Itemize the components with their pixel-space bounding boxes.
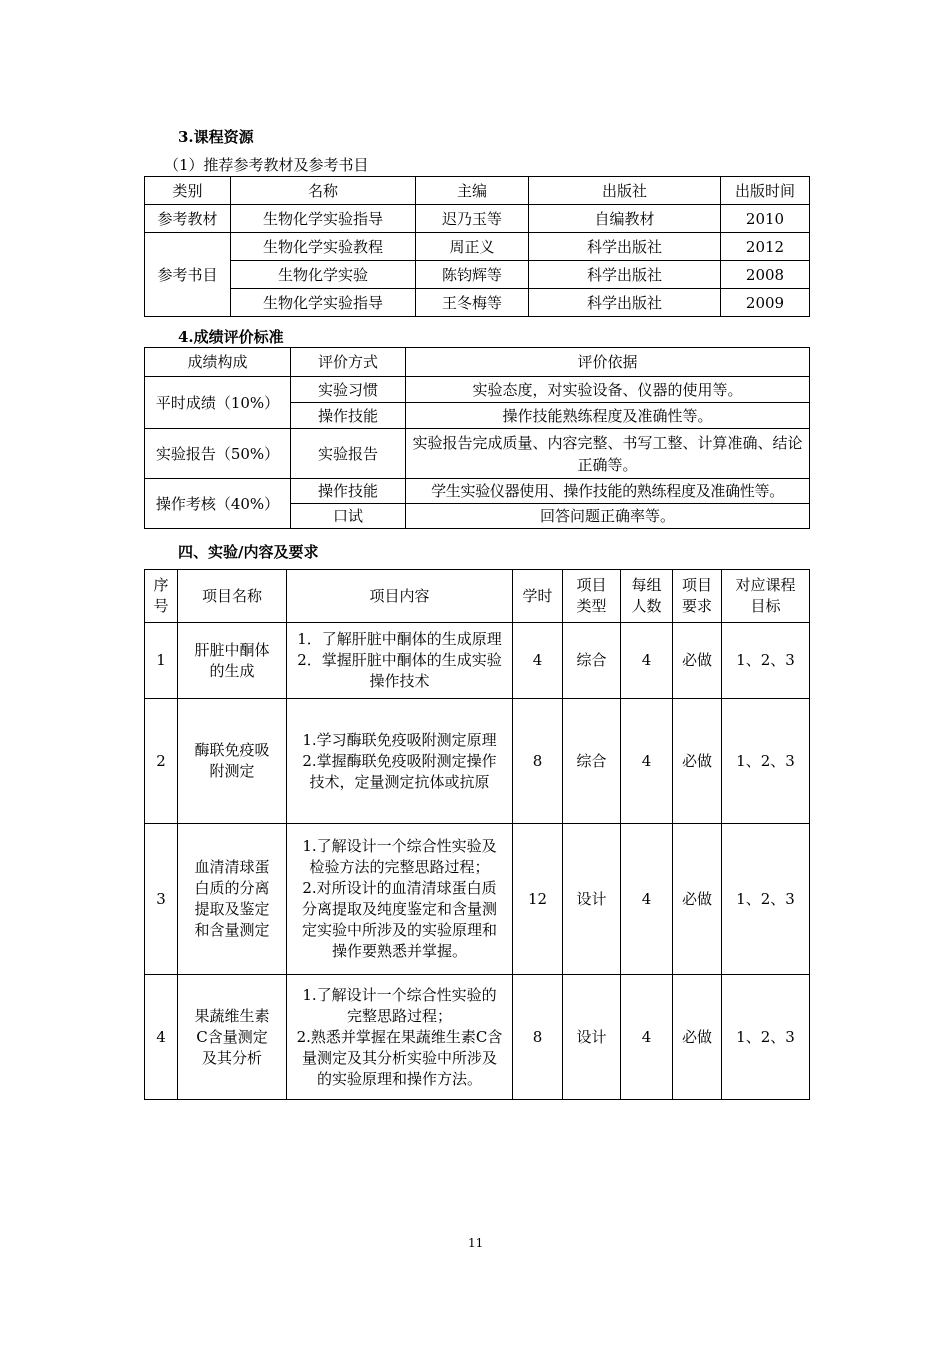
cell-basis: 学生实验仪器使用、操作技能的熟练程度及准确性等。 xyxy=(406,479,810,504)
header-hours: 学时 xyxy=(513,570,563,623)
cell-content: 1.学习酶联免疫吸附测定原理 2.掌握酶联免疫吸附测定操作技术，定量测定抗体或抗原 xyxy=(287,699,513,824)
table-row xyxy=(145,975,810,1100)
cell-group: 4 xyxy=(621,824,673,975)
cell-target: 1、2、3 xyxy=(722,824,810,975)
cell-method: 实验习惯 xyxy=(291,377,406,403)
cell-hours: 4 xyxy=(513,623,563,699)
table-header-row xyxy=(145,570,810,623)
experiments-table xyxy=(144,569,810,1100)
cell-type: 设计 xyxy=(563,824,621,975)
page-number: 11 xyxy=(468,1236,484,1250)
table-row xyxy=(145,377,810,403)
reference-books-table xyxy=(144,176,810,317)
header-name: 名称 xyxy=(231,177,416,205)
table-row xyxy=(145,233,810,261)
cell-hours: 8 xyxy=(513,699,563,824)
cell-content: 1.了解设计一个综合性实验的完整思路过程； 2.熟悉并掌握在果蔬维生素C含量测定及其分析实验中所涉及的实验原理和操作方法。 xyxy=(287,975,513,1100)
cell-year: 2010 xyxy=(721,205,810,233)
cell-name: 果蔬维生素C含量测定及其分析 xyxy=(178,975,287,1100)
cell-method: 实验报告 xyxy=(291,429,406,479)
table-row xyxy=(145,289,810,317)
cell-name: 生物化学实验 xyxy=(231,261,416,289)
section4-heading: 4.成绩评价标准 xyxy=(178,328,284,346)
cell-publisher: 科学出版社 xyxy=(529,289,721,317)
cell-publisher: 科学出版社 xyxy=(529,261,721,289)
table-row xyxy=(145,429,810,479)
section3-heading: 3.课程资源 xyxy=(178,128,254,146)
header-req: 项目要求 xyxy=(673,570,722,623)
cell-method: 口试 xyxy=(291,504,406,529)
experiments-heading: 四、实验/内容及要求 xyxy=(178,543,319,561)
cell-method: 操作技能 xyxy=(291,403,406,429)
cell-basis: 操作技能熟练程度及准确性等。 xyxy=(406,403,810,429)
cell-hours: 8 xyxy=(513,975,563,1100)
table-header-row xyxy=(145,348,810,377)
cell-target: 1、2、3 xyxy=(722,623,810,699)
cell-content: 1.了解设计一个综合性实验及检验方法的完整思路过程； 2.对所设计的血清清球蛋白质分离提取及纯度鉴定和含量测定实验中所涉及的实验原理和操作要熟悉并掌握。 xyxy=(287,824,513,975)
cell-editor: 迟乃玉等 xyxy=(416,205,529,233)
table-row xyxy=(145,824,810,975)
table-row xyxy=(145,479,810,504)
cell-req: 必做 xyxy=(673,975,722,1100)
cell-editor: 陈钧辉等 xyxy=(416,261,529,289)
cell-basis: 实验报告完成质量、内容完整、书写工整、计算准确、结论正确等。 xyxy=(406,429,810,479)
cell-no: 1 xyxy=(145,623,178,699)
header-method: 评价方式 xyxy=(291,348,406,377)
cell-no: 3 xyxy=(145,824,178,975)
cell-name: 酶联免疫吸附测定 xyxy=(178,699,287,824)
cell-year: 2012 xyxy=(721,233,810,261)
grading-table xyxy=(144,347,810,529)
header-publisher: 出版社 xyxy=(529,177,721,205)
cell-type: 综合 xyxy=(563,699,621,824)
header-name: 项目名称 xyxy=(178,570,287,623)
cell-group: 4 xyxy=(621,699,673,824)
cell-hours: 12 xyxy=(513,824,563,975)
section3-subheading: （1）推荐参考教材及参考书目 xyxy=(164,156,369,174)
cell-basis: 回答问题正确率等。 xyxy=(406,504,810,529)
cell-editor: 周正义 xyxy=(416,233,529,261)
cell-year: 2008 xyxy=(721,261,810,289)
table-header-row xyxy=(145,177,810,205)
cell-type: 综合 xyxy=(563,623,621,699)
header-type: 项目类型 xyxy=(563,570,621,623)
cell-target: 1、2、3 xyxy=(722,975,810,1100)
cell-name: 生物化学实验指导 xyxy=(231,205,416,233)
cell-basis: 实验态度，对实验设备、仪器的使用等。 xyxy=(406,377,810,403)
cell-group: 4 xyxy=(621,975,673,1100)
cell-no: 4 xyxy=(145,975,178,1100)
cell-publisher: 自编教材 xyxy=(529,205,721,233)
cell-component: 操作考核（40%） xyxy=(145,479,291,529)
header-component: 成绩构成 xyxy=(145,348,291,377)
cell-category: 参考教材 xyxy=(145,205,231,233)
header-category: 类别 xyxy=(145,177,231,205)
header-basis: 评价依据 xyxy=(406,348,810,377)
cell-no: 2 xyxy=(145,699,178,824)
cell-editor: 王冬梅等 xyxy=(416,289,529,317)
table-row xyxy=(145,623,810,699)
cell-category: 参考书目 xyxy=(145,233,231,317)
cell-req: 必做 xyxy=(673,699,722,824)
table-row xyxy=(145,205,810,233)
header-no: 序号 xyxy=(145,570,178,623)
cell-year: 2009 xyxy=(721,289,810,317)
cell-content: 1．了解肝脏中酮体的生成原理 2．掌握肝脏中酮体的生成实验操作技术 xyxy=(287,623,513,699)
cell-publisher: 科学出版社 xyxy=(529,233,721,261)
cell-type: 设计 xyxy=(563,975,621,1100)
header-content: 项目内容 xyxy=(287,570,513,623)
cell-component: 实验报告（50%） xyxy=(145,429,291,479)
header-editor: 主编 xyxy=(416,177,529,205)
cell-name: 生物化学实验教程 xyxy=(231,233,416,261)
cell-target: 1、2、3 xyxy=(722,699,810,824)
header-year: 出版时间 xyxy=(721,177,810,205)
cell-group: 4 xyxy=(621,623,673,699)
cell-name: 肝脏中酮体的生成 xyxy=(178,623,287,699)
cell-component: 平时成绩（10%） xyxy=(145,377,291,429)
cell-name: 血清清球蛋白质的分离提取及鉴定和含量测定 xyxy=(178,824,287,975)
cell-req: 必做 xyxy=(673,623,722,699)
cell-name: 生物化学实验指导 xyxy=(231,289,416,317)
cell-method: 操作技能 xyxy=(291,479,406,504)
header-target: 对应课程目标 xyxy=(722,570,810,623)
table-row xyxy=(145,261,810,289)
header-group: 每组人数 xyxy=(621,570,673,623)
cell-req: 必做 xyxy=(673,824,722,975)
table-row xyxy=(145,699,810,824)
